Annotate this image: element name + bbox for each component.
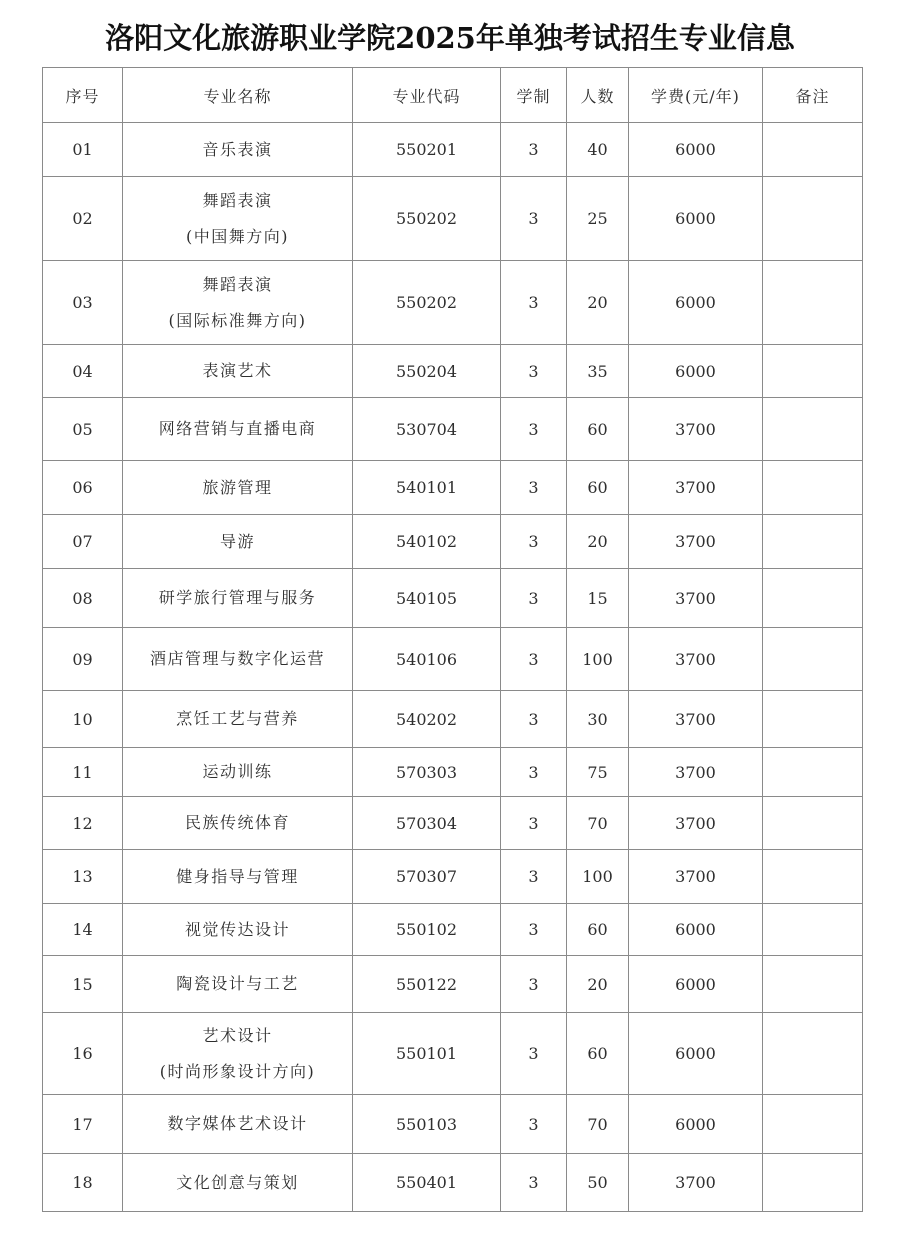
cell-code: 540106: [353, 628, 501, 691]
table-row: [43, 345, 863, 398]
cell-count: 60: [567, 398, 629, 461]
cell-fee: 6000: [629, 345, 763, 398]
cell-fee: 3700: [629, 461, 763, 515]
page-title: 洛阳文化旅游职业学院2025年单独考试招生专业信息: [105, 21, 795, 55]
cell-index: 18: [43, 1154, 123, 1212]
major-direction: (中国舞方向): [186, 226, 289, 246]
cell-index: 04: [43, 345, 123, 398]
table-row: [43, 123, 863, 177]
major-name: 陶瓷设计与工艺: [176, 974, 299, 993]
cell-name: [123, 345, 353, 398]
cell-note: [763, 797, 863, 850]
cell-note: [763, 398, 863, 461]
table-row: [43, 797, 863, 850]
cell-note: [763, 1095, 863, 1154]
cell-name: [123, 261, 353, 345]
table-row: [43, 261, 863, 345]
cell-index: 16: [43, 1013, 123, 1095]
cell-count: 25: [567, 177, 629, 261]
cell-name: [123, 904, 353, 956]
major-name: 导游: [219, 531, 255, 551]
cell-code: 540202: [353, 691, 501, 748]
cell-count: 70: [567, 1095, 629, 1154]
cell-code: 540105: [353, 569, 501, 628]
cell-fee: 6000: [629, 261, 763, 345]
header-fee: 学费(元/年): [629, 68, 763, 123]
cell-fee: 3700: [629, 515, 763, 569]
header-years: 学制: [501, 68, 567, 123]
table-row: [43, 691, 863, 748]
cell-years: 3: [501, 123, 567, 177]
cell-note: [763, 569, 863, 628]
cell-note: [763, 850, 863, 904]
cell-fee: 3700: [629, 748, 763, 797]
cell-index: 17: [43, 1095, 123, 1154]
cell-code: 540102: [353, 515, 501, 569]
cell-code: 550122: [353, 956, 501, 1013]
cell-fee: 6000: [629, 177, 763, 261]
cell-index: 06: [43, 461, 123, 515]
cell-code: 570304: [353, 797, 501, 850]
cell-fee: 6000: [629, 1013, 763, 1095]
table-row: [43, 1013, 863, 1095]
table-row: [43, 1154, 863, 1212]
cell-code: 550103: [353, 1095, 501, 1154]
cell-index: 13: [43, 850, 123, 904]
cell-name: [123, 515, 353, 569]
cell-note: [763, 177, 863, 261]
cell-years: 3: [501, 748, 567, 797]
cell-note: [763, 515, 863, 569]
table-row: [43, 515, 863, 569]
cell-fee: 6000: [629, 956, 763, 1013]
cell-index: 09: [43, 628, 123, 691]
major-name: 网络营销与直播电商: [158, 419, 317, 438]
cell-years: 3: [501, 345, 567, 398]
cell-index: 11: [43, 748, 123, 797]
cell-name: [123, 797, 353, 850]
cell-index: 03: [43, 261, 123, 345]
cell-years: 3: [501, 1154, 567, 1212]
cell-count: 20: [567, 515, 629, 569]
major-name: 视觉传达设计: [184, 919, 290, 939]
cell-fee: 6000: [629, 123, 763, 177]
table-row: [43, 177, 863, 261]
cell-note: [763, 956, 863, 1013]
cell-code: 550401: [353, 1154, 501, 1212]
cell-years: 3: [501, 1013, 567, 1095]
cell-fee: 6000: [629, 1095, 763, 1154]
cell-fee: 3700: [629, 569, 763, 628]
cell-years: 3: [501, 797, 567, 850]
cell-note: [763, 345, 863, 398]
header-code: 专业代码: [353, 68, 501, 123]
major-direction: (国际标准舞方向): [168, 310, 307, 330]
cell-count: 30: [567, 691, 629, 748]
cell-count: 40: [567, 123, 629, 177]
cell-name: [123, 123, 353, 177]
cell-years: 3: [501, 398, 567, 461]
table-row: [43, 850, 863, 904]
table-row: [43, 956, 863, 1013]
table-row: [43, 461, 863, 515]
cell-count: 70: [567, 797, 629, 850]
table-row: [43, 628, 863, 691]
cell-index: 08: [43, 569, 123, 628]
cell-index: 12: [43, 797, 123, 850]
cell-note: [763, 691, 863, 748]
major-name: 研学旅行管理与服务: [158, 588, 317, 607]
cell-name: [123, 569, 353, 628]
cell-index: 02: [43, 177, 123, 261]
cell-years: 3: [501, 261, 567, 345]
major-name: 艺术设计: [202, 1025, 273, 1045]
table-row: [43, 904, 863, 956]
cell-code: 550202: [353, 177, 501, 261]
cell-fee: 3700: [629, 691, 763, 748]
cell-index: 14: [43, 904, 123, 956]
cell-fee: 3700: [629, 1154, 763, 1212]
cell-count: 60: [567, 1013, 629, 1095]
major-name: 健身指导与管理: [176, 866, 299, 886]
table-row: [43, 1095, 863, 1154]
cell-count: 100: [567, 850, 629, 904]
cell-count: 50: [567, 1154, 629, 1212]
cell-years: 3: [501, 461, 567, 515]
cell-note: [763, 261, 863, 345]
header-note: 备注: [763, 68, 863, 123]
table-body: [43, 123, 863, 1212]
cell-years: 3: [501, 904, 567, 956]
cell-years: 3: [501, 850, 567, 904]
cell-code: 550101: [353, 1013, 501, 1095]
cell-years: 3: [501, 956, 567, 1013]
major-name: 音乐表演: [202, 139, 273, 159]
cell-note: [763, 1013, 863, 1095]
cell-fee: 3700: [629, 850, 763, 904]
cell-name: [123, 628, 353, 691]
table-row: [43, 569, 863, 628]
cell-code: 550204: [353, 345, 501, 398]
cell-fee: 3700: [629, 628, 763, 691]
cell-index: 10: [43, 691, 123, 748]
major-name: 民族传统体育: [184, 813, 290, 832]
major-name: 运动训练: [202, 762, 273, 781]
cell-note: [763, 123, 863, 177]
cell-name: [123, 850, 353, 904]
cell-years: 3: [501, 628, 567, 691]
major-name: 数字媒体艺术设计: [167, 1114, 308, 1133]
cell-note: [763, 628, 863, 691]
major-name: 舞蹈表演: [202, 274, 273, 294]
cell-count: 60: [567, 461, 629, 515]
cell-note: [763, 904, 863, 956]
cell-name: [123, 1154, 353, 1212]
cell-note: [763, 1154, 863, 1212]
cell-note: [763, 461, 863, 515]
cell-count: 15: [567, 569, 629, 628]
cell-code: 570307: [353, 850, 501, 904]
header-count: 人数: [567, 68, 629, 123]
cell-count: 20: [567, 261, 629, 345]
cell-code: 530704: [353, 398, 501, 461]
cell-name: [123, 461, 353, 515]
cell-index: 01: [43, 123, 123, 177]
cell-name: [123, 177, 353, 261]
cell-name: [123, 691, 353, 748]
cell-years: 3: [501, 515, 567, 569]
cell-years: 3: [501, 569, 567, 628]
cell-name: [123, 1095, 353, 1154]
table-row: [43, 398, 863, 461]
major-name: 烹饪工艺与营养: [176, 709, 299, 728]
cell-years: 3: [501, 1095, 567, 1154]
cell-count: 35: [567, 345, 629, 398]
cell-code: 550202: [353, 261, 501, 345]
cell-fee: 3700: [629, 797, 763, 850]
cell-code: 550102: [353, 904, 501, 956]
cell-index: 05: [43, 398, 123, 461]
cell-years: 3: [501, 691, 567, 748]
cell-index: 07: [43, 515, 123, 569]
cell-years: 3: [501, 177, 567, 261]
header-name: 专业名称: [123, 68, 353, 123]
majors-table: [42, 67, 863, 1212]
cell-count: 75: [567, 748, 629, 797]
cell-name: [123, 748, 353, 797]
cell-fee: 6000: [629, 904, 763, 956]
header-index: 序号: [43, 68, 123, 123]
major-name: 文化创意与策划: [176, 1172, 299, 1192]
major-name: 舞蹈表演: [202, 190, 273, 210]
major-direction: (时尚形象设计方向): [159, 1061, 316, 1081]
cell-count: 60: [567, 904, 629, 956]
table-header-row: [43, 68, 863, 123]
cell-count: 20: [567, 956, 629, 1013]
major-name: 表演艺术: [202, 361, 273, 380]
cell-code: 570303: [353, 748, 501, 797]
cell-name: [123, 956, 353, 1013]
cell-note: [763, 748, 863, 797]
cell-count: 100: [567, 628, 629, 691]
cell-name: [123, 398, 353, 461]
major-name: 酒店管理与数字化运营: [149, 649, 325, 668]
cell-name: [123, 1013, 353, 1095]
cell-code: 550201: [353, 123, 501, 177]
major-name: 旅游管理: [202, 477, 273, 497]
table-row: [43, 748, 863, 797]
cell-index: 15: [43, 956, 123, 1013]
cell-code: 540101: [353, 461, 501, 515]
cell-fee: 3700: [629, 398, 763, 461]
